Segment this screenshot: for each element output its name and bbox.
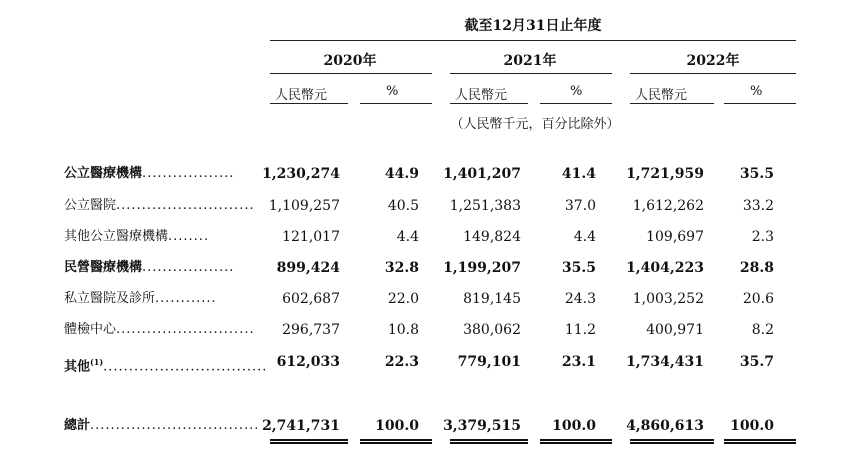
table-row-cell-v2020: 1,109,257 bbox=[268, 198, 340, 214]
table-row-label bbox=[64, 227, 250, 247]
table-row-cell-v2022: 1,404,223 bbox=[626, 260, 704, 276]
table-row-cell-v2021: 380,062 bbox=[463, 322, 521, 338]
table-row-cell-v2021: 779,101 bbox=[457, 354, 521, 370]
leader-dots: .................. bbox=[142, 166, 235, 181]
table-row-cell-v2020: 602,687 bbox=[282, 291, 340, 307]
table-row-cell-p2020: 40.5 bbox=[387, 198, 419, 214]
row-label-text: 民營醫療機構 bbox=[64, 260, 143, 275]
period-header: 截至12月31日止年度 bbox=[464, 18, 602, 34]
year-2021: 2021年 bbox=[503, 53, 557, 69]
year-2020-rule bbox=[270, 73, 432, 74]
row-label-text: 公立醫療機構 bbox=[64, 166, 143, 181]
leader-dots: .................. bbox=[142, 260, 235, 275]
leader-dots: ................................ bbox=[103, 359, 268, 375]
table-row-label bbox=[64, 164, 250, 184]
col-pct-2022: % bbox=[750, 84, 763, 99]
table-row-cell-p2021: 11.2 bbox=[564, 322, 596, 338]
row-label-text: 私立醫院及診所 bbox=[64, 291, 156, 306]
table-row-cell-v2022: 1,734,431 bbox=[626, 354, 704, 370]
table-row-cell-p2022: 8.2 bbox=[751, 322, 774, 338]
col-amount-2022: 人民幣元 bbox=[635, 88, 688, 103]
table-row-label bbox=[64, 289, 250, 309]
footnote-marker: (1) bbox=[90, 357, 104, 367]
subh-rule bbox=[630, 103, 714, 104]
total-underline bbox=[540, 439, 612, 444]
total-cell-v2020: 2,741,731 bbox=[262, 418, 340, 434]
row-label-text: 公立醫院 bbox=[64, 198, 117, 213]
table-row-cell-p2022: 35.5 bbox=[739, 166, 774, 182]
table-row-label bbox=[64, 196, 255, 216]
year-2021-rule bbox=[450, 73, 612, 74]
row-label-text: 其他公立醫療機構 bbox=[64, 229, 169, 244]
year-2022-rule bbox=[630, 73, 796, 74]
table-row-cell-v2021: 149,824 bbox=[463, 229, 521, 245]
table-row-cell-v2020: 612,033 bbox=[276, 354, 340, 370]
table-row-cell-v2022: 1,003,252 bbox=[632, 291, 704, 307]
row-label-text: 體檢中心 bbox=[64, 322, 117, 337]
table-row-cell-p2022: 20.6 bbox=[742, 291, 774, 307]
total-underline bbox=[724, 439, 796, 444]
leader-dots: ................................. bbox=[90, 418, 260, 433]
subh-rule bbox=[450, 103, 528, 104]
table-row-cell-v2022: 1,612,262 bbox=[632, 198, 704, 214]
subh-rule bbox=[360, 103, 432, 104]
row-label-text: 總計 bbox=[64, 418, 91, 433]
table-row-cell-p2022: 2.3 bbox=[751, 229, 774, 245]
table-row-label bbox=[64, 258, 250, 278]
leader-dots: ........................... bbox=[116, 322, 255, 337]
table-row-cell-p2021: 41.4 bbox=[561, 166, 596, 182]
total-label bbox=[64, 416, 260, 436]
table-row-cell-p2021: 4.4 bbox=[573, 229, 596, 245]
leader-dots: ........ bbox=[168, 229, 210, 244]
unit-note: （人民幣千元，百分比除外） bbox=[450, 117, 620, 132]
total-underline bbox=[270, 439, 348, 444]
table-row-cell-p2020: 32.8 bbox=[384, 260, 419, 276]
row-label-text: 其他 bbox=[64, 359, 91, 375]
table-row-cell-p2020: 22.0 bbox=[387, 291, 419, 307]
total-cell-p2021: 100.0 bbox=[552, 418, 596, 434]
year-2020: 2020年 bbox=[323, 53, 377, 69]
col-amount-2020: 人民幣元 bbox=[275, 88, 328, 103]
table-row-cell-p2020: 22.3 bbox=[384, 354, 419, 370]
total-cell-p2022: 100.0 bbox=[730, 418, 774, 434]
total-cell-p2020: 100.0 bbox=[375, 418, 419, 434]
col-amount-2021: 人民幣元 bbox=[455, 88, 508, 103]
total-underline bbox=[450, 439, 528, 444]
table-row-cell-v2022: 400,971 bbox=[646, 322, 704, 338]
year-2022: 2022年 bbox=[686, 53, 740, 69]
col-pct-2021: % bbox=[570, 84, 583, 99]
table-row-cell-v2020: 296,737 bbox=[282, 322, 340, 338]
table-row-cell-v2021: 1,199,207 bbox=[443, 260, 521, 276]
total-underline bbox=[360, 439, 432, 444]
table-row-cell-p2020: 4.4 bbox=[396, 229, 419, 245]
table-row-cell-v2020: 899,424 bbox=[276, 260, 340, 276]
table-row-cell-p2022: 28.8 bbox=[739, 260, 774, 276]
table-row-cell-v2022: 109,697 bbox=[646, 229, 704, 245]
subh-rule bbox=[540, 103, 612, 104]
subh-rule bbox=[724, 103, 796, 104]
table-row-label bbox=[64, 352, 268, 375]
total-cell-v2022: 4,860,613 bbox=[626, 418, 704, 434]
table-row-cell-v2020: 121,017 bbox=[282, 229, 340, 245]
table-row-cell-v2021: 1,401,207 bbox=[443, 166, 521, 182]
table-row-cell-p2021: 37.0 bbox=[564, 198, 596, 214]
header-rule bbox=[270, 40, 796, 41]
total-underline bbox=[630, 439, 714, 444]
subh-rule bbox=[270, 103, 348, 104]
table-row-cell-p2020: 44.9 bbox=[384, 166, 419, 182]
table-row-cell-p2022: 35.7 bbox=[739, 354, 774, 370]
leader-dots: ............ bbox=[155, 291, 217, 306]
table-row-cell-p2022: 33.2 bbox=[742, 198, 774, 214]
table-row-cell-v2021: 1,251,383 bbox=[449, 198, 521, 214]
table-row-cell-v2020: 1,230,274 bbox=[262, 166, 340, 182]
table-row-cell-p2020: 10.8 bbox=[387, 322, 419, 338]
table-row-label bbox=[64, 320, 255, 340]
total-cell-v2021: 3,379,515 bbox=[443, 418, 521, 434]
table-row-cell-p2021: 24.3 bbox=[564, 291, 596, 307]
table-row-cell-p2021: 35.5 bbox=[561, 260, 596, 276]
table-row-cell-p2021: 23.1 bbox=[561, 354, 596, 370]
table-row-cell-v2022: 1,721,959 bbox=[626, 166, 704, 182]
leader-dots: ........................... bbox=[116, 198, 255, 213]
col-pct-2020: % bbox=[386, 84, 399, 99]
table-row-cell-v2021: 819,145 bbox=[463, 291, 521, 307]
